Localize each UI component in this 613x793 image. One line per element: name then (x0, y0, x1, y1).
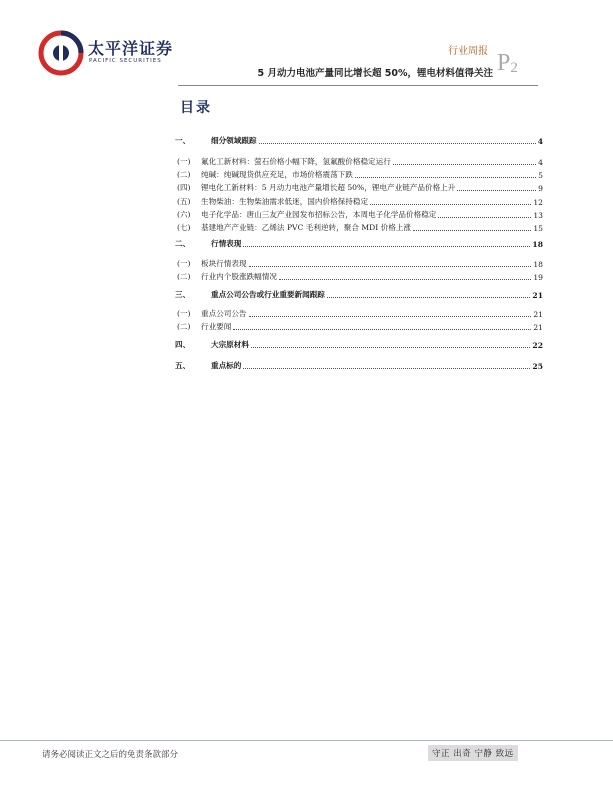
toc-entry[interactable] (175, 270, 543, 282)
toc-entry[interactable] (175, 134, 543, 146)
toc-entry-number: 二、 (175, 239, 191, 248)
toc-entry[interactable] (175, 257, 543, 269)
toc-entry-page: 15 (533, 224, 543, 233)
toc-entry-title: 电子化学品：唐山三友产业园发布招标公告，本周电子化学品价格稳定 (201, 210, 437, 219)
toc-entry-title: 行情表现 (211, 239, 242, 248)
logo-english-name: PACIFIC SECURITIES (89, 58, 162, 64)
toc-entry-title: 锂电化工新材料：5 月动力电池产量增长超 50%，锂电产业链产品价格上升 (201, 183, 456, 192)
toc-dot-leader (279, 279, 531, 280)
toc-entry-number: (二) (177, 272, 191, 281)
header-divider (178, 85, 538, 86)
toc-entry[interactable] (175, 221, 543, 233)
toc-entry-page: 21 (532, 291, 543, 300)
logo-chinese-name: 太平洋证券 (88, 39, 174, 58)
toc-entry-page: 19 (533, 273, 543, 282)
toc-entry[interactable] (175, 181, 543, 193)
toc-entry[interactable] (175, 359, 543, 371)
toc-entry-title: 重点公司公告或行业重要新闻跟踪 (211, 290, 325, 299)
toc-entry-title: 氟化工新材料：萤石价格小幅下降，氢氟酸价格稳定运行 (201, 157, 391, 166)
toc-entry[interactable] (175, 288, 543, 300)
toc-entry-page: 4 (538, 158, 543, 167)
toc-entry[interactable] (175, 307, 543, 319)
toc-entry-title: 板块行情表现 (201, 259, 247, 268)
toc-entry-title: 行业内个股涨跌幅情况 (201, 272, 277, 281)
toc-entry-number: (一) (177, 259, 191, 268)
toc-entry-page: 25 (532, 362, 543, 371)
toc-entry-number: (七) (177, 223, 191, 232)
toc-entry-title: 纯碱：纯碱现货供应充足，市场价格震荡下跌 (201, 170, 353, 179)
toc-entry[interactable] (175, 168, 543, 180)
toc-entry-page: 21 (533, 323, 543, 332)
toc-entry[interactable] (175, 155, 543, 167)
toc-entry-number: (六) (177, 210, 191, 219)
toc-heading: 目录 (180, 100, 212, 116)
page-letter: P (497, 50, 511, 76)
toc-dot-leader (413, 230, 531, 231)
toc-entry-number: 一、 (175, 136, 191, 145)
toc-dot-leader (370, 204, 531, 205)
toc-entry-page: 4 (537, 137, 543, 146)
footer-divider (0, 740, 613, 741)
toc-entry-title: 大宗原材料 (211, 340, 249, 349)
toc-entry-title: 重点标的 (211, 361, 242, 370)
toc-entry-page: 9 (538, 184, 543, 193)
toc-entry-number: 四、 (175, 340, 191, 349)
toc-dot-leader (249, 266, 532, 267)
toc-entry-page: 12 (533, 198, 543, 207)
toc-dot-leader (355, 177, 536, 178)
toc-entry-page: 5 (538, 171, 543, 180)
toc-entry[interactable] (175, 237, 543, 249)
footer-disclaimer: 请务必阅读正文之后的免责条款部分 (42, 750, 179, 760)
toc-dot-leader (249, 316, 532, 317)
toc-entry-number: (一) (177, 309, 191, 318)
toc-entry-page: 21 (533, 310, 543, 319)
toc-entry-title: 基建地产产业链：乙烯法 PVC 毛利逆转，聚合 MDI 价格上涨 (201, 223, 411, 232)
toc-entry-title: 重点公司公告 (201, 309, 247, 318)
report-type-label: 行业周报 (448, 46, 488, 57)
toc-entry-title: 细分领域跟踪 (211, 136, 257, 145)
toc-dot-leader (243, 246, 530, 247)
toc-entry[interactable] (175, 195, 543, 207)
toc-entry-page: 22 (532, 341, 543, 350)
toc-entry-page: 18 (532, 240, 543, 249)
toc-entry-number: 三、 (175, 290, 191, 299)
toc-entry-number: 五、 (175, 361, 191, 370)
page-number: 2 (510, 60, 518, 76)
toc-entry-title: 行业要闻 (201, 322, 232, 331)
toc-entry-page: 13 (533, 211, 543, 220)
footer-motto: 守正 出奇 宁静 致远 (428, 745, 518, 761)
toc-dot-leader (251, 347, 530, 348)
toc-dot-leader (438, 217, 531, 218)
toc-entry-page: 18 (533, 260, 543, 269)
toc-entry[interactable] (175, 320, 543, 332)
brand-logo (38, 30, 174, 76)
toc-dot-leader (393, 164, 536, 165)
toc-entry-number: (二) (177, 170, 191, 179)
toc-entry-number: (五) (177, 197, 191, 206)
toc-dot-leader (233, 329, 531, 330)
toc-dot-leader (259, 143, 536, 144)
toc-entry[interactable] (175, 208, 543, 220)
toc-dot-leader (327, 297, 531, 298)
pacific-securities-logo-icon (38, 30, 84, 76)
toc-entry-number: (四) (177, 183, 191, 192)
toc-entry[interactable] (175, 338, 543, 350)
report-title: 5 月动力电池产量同比增长超 50%，锂电材料值得关注 (257, 68, 493, 79)
toc-entry-number: (二) (177, 322, 191, 331)
toc-dot-leader (243, 368, 530, 369)
page-number-mark (497, 50, 518, 77)
toc-entry-number: (一) (177, 157, 191, 166)
toc-entry-title: 生物柴油：生物柴油需求低迷，国内价格保持稳定 (201, 197, 369, 206)
toc-dot-leader (457, 190, 536, 191)
